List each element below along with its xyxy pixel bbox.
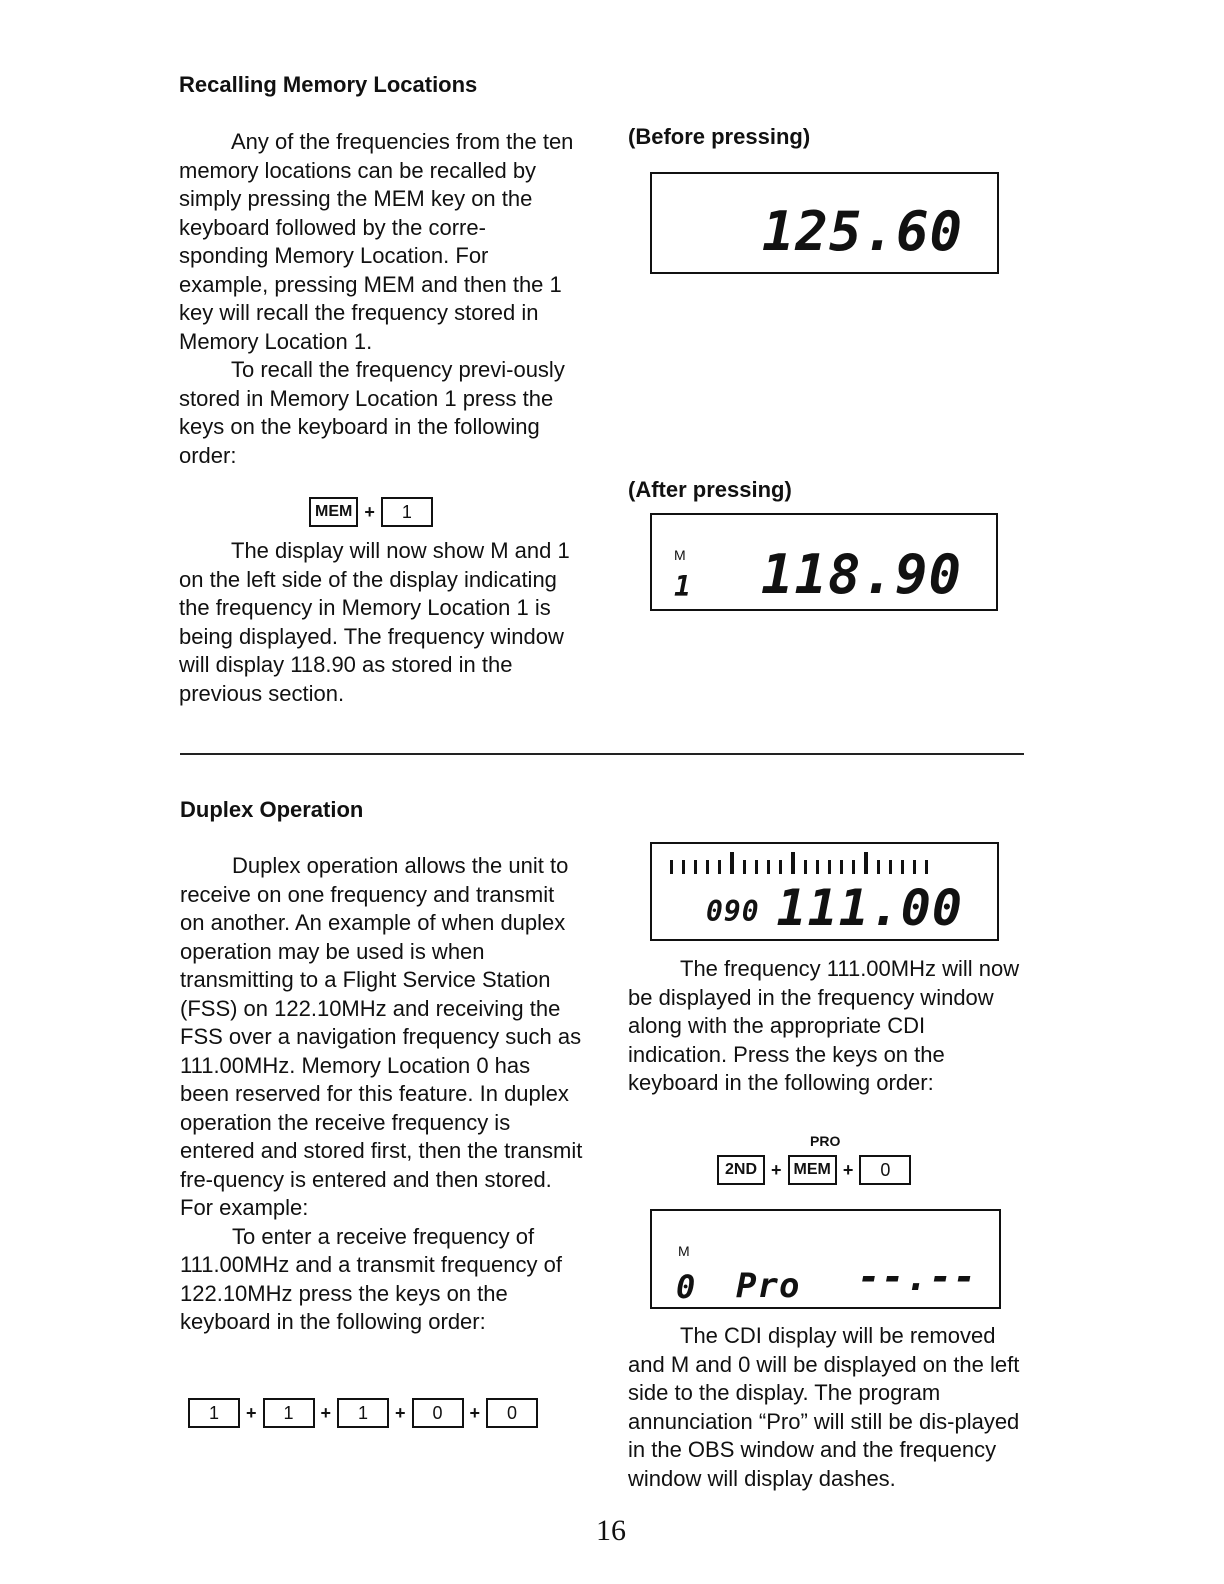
recall-paragraph-1: Any of the frequencies from the ten memory locations can be recalled by simply pressing the MEM key on the keyboard followed by the corre-sponding Memory Location. For example, pressing MEM and then the 1 key will recall the frequency stored in Memory Location 1. bbox=[179, 129, 574, 354]
mem-key: MEM bbox=[309, 497, 358, 527]
before-pressing-caption: (Before pressing) bbox=[628, 124, 811, 149]
pro-key-label: PRO bbox=[810, 1133, 841, 1149]
recall-text-block bbox=[179, 128, 574, 470]
lcd-display-pro bbox=[650, 1209, 1001, 1309]
mem-key: MEM bbox=[788, 1155, 837, 1185]
cdi-indicator-scale bbox=[670, 852, 937, 874]
duplex-paragraph-1: Duplex operation allows the unit to receive on one frequency and transmit on another. An example of when duplex operation may be used is when transmitting to a Flight Service Station (FSS) on 122.10MHz and receiving the FSS over a navigation frequency such as 111.00MHz. Memory Location 0 has been reserved for this feature. In duplex operation the receive frequency is entered and stored first, then the transmit fre-quency is entered and then stored. For example: bbox=[180, 853, 583, 1220]
plus-sign: + bbox=[469, 1402, 481, 1423]
key-1: 1 bbox=[263, 1398, 315, 1428]
program-annunciation: Pro bbox=[736, 1266, 801, 1306]
plus-sign: + bbox=[320, 1402, 332, 1423]
memory-location-digit: 0 bbox=[676, 1268, 697, 1306]
section-heading-duplex: Duplex Operation bbox=[180, 797, 364, 822]
key-1: 1 bbox=[381, 497, 433, 527]
duplex-right-text-2 bbox=[628, 1322, 1028, 1493]
key-0: 0 bbox=[486, 1398, 538, 1428]
memory-annunciator: M bbox=[674, 547, 686, 563]
recall-paragraph-2: To recall the frequency previ-ously stored in Memory Location 1 press the keys on the keyboard in the following order: bbox=[179, 357, 565, 468]
after-pressing-caption: (After pressing) bbox=[628, 477, 792, 502]
recall-text-block-2 bbox=[179, 537, 579, 708]
recall-paragraph-3: The display will now show M and 1 on the left side of the display indicating the frequency in Memory Location 1 is being displayed. The frequency window will display 118.90 as stored in the previous section. bbox=[179, 538, 570, 706]
plus-sign: + bbox=[395, 1402, 406, 1423]
frequency-readout-cdi: 111.00 bbox=[776, 879, 963, 937]
plus-sign: + bbox=[842, 1159, 854, 1180]
obs-readout: 090 bbox=[706, 895, 760, 928]
duplex-key-sequence bbox=[188, 1398, 538, 1428]
plus-sign: + bbox=[246, 1402, 257, 1423]
duplex-right-text-1 bbox=[628, 955, 1028, 1098]
memory-annunciator: M bbox=[678, 1243, 690, 1259]
lcd-display-before bbox=[650, 172, 999, 274]
frequency-readout-after: 118.90 bbox=[760, 543, 962, 606]
lcd-display-cdi bbox=[650, 842, 999, 941]
section-heading-recall: Recalling Memory Locations bbox=[179, 72, 478, 97]
key-1: 1 bbox=[337, 1398, 389, 1428]
key-0: 0 bbox=[859, 1155, 911, 1185]
frequency-readout-before: 125.60 bbox=[761, 200, 963, 263]
lcd-display-after bbox=[650, 513, 998, 611]
duplex-right-paragraph-2: The CDI display will be removed and M and 0 will be displayed on the left side to the display. The program annunciation “Pro” will still be dis-played in the OBS window and the frequency window will display dashes. bbox=[628, 1323, 1020, 1491]
key-1: 1 bbox=[188, 1398, 240, 1428]
plus-sign: + bbox=[364, 501, 375, 522]
plus-sign: + bbox=[771, 1159, 782, 1180]
pro-key-sequence bbox=[717, 1155, 911, 1185]
duplex-text-block bbox=[180, 852, 584, 1337]
page-number: 16 bbox=[596, 1514, 626, 1547]
key-0: 0 bbox=[412, 1398, 464, 1428]
section-divider bbox=[180, 753, 1024, 755]
recall-key-sequence bbox=[309, 497, 433, 527]
frequency-dashes: --.-- bbox=[857, 1255, 977, 1299]
duplex-right-paragraph-1: The frequency 111.00MHz will now be displayed in the frequency window along with the appropriate CDI indication. Press the keys on the keyboard in the following order: bbox=[628, 956, 1020, 1095]
duplex-paragraph-2: To enter a receive frequency of 111.00MHz and a transmit frequency of 122.10MHz press the keys on the keyboard in the following order: bbox=[180, 1223, 562, 1334]
memory-location-digit: 1 bbox=[674, 570, 692, 603]
second-function-key: 2ND bbox=[717, 1155, 765, 1185]
